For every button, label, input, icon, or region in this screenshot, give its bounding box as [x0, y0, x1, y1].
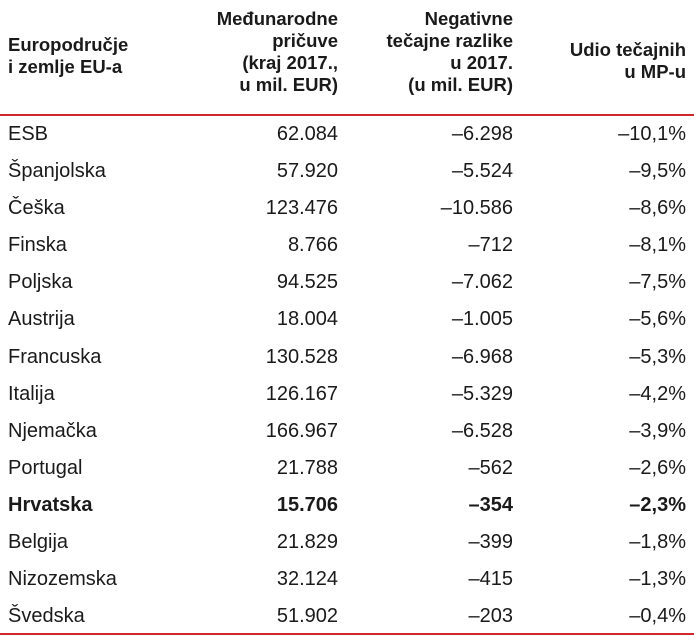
cell-fx-diff: –415 [468, 568, 513, 591]
cell-fx-diff: –562 [468, 456, 513, 479]
table-row [0, 598, 694, 635]
header-line: u mil. EUR) [239, 74, 338, 95]
cell-share: –1,8% [629, 531, 686, 554]
cell-share: –0,4% [629, 605, 686, 628]
cell-share: –5,3% [629, 345, 686, 368]
cell-fx-diff: –1.005 [451, 308, 513, 331]
table-row [0, 339, 694, 376]
header-line: Udio tečajnih [569, 39, 686, 60]
table-row [0, 450, 694, 487]
cell-share: –10,1% [618, 123, 686, 145]
cell-country: Portugal [8, 456, 83, 479]
cell-reserves: 15.706 [276, 493, 338, 516]
cell-share: –7,5% [629, 271, 686, 294]
cell-reserves: 130.528 [265, 345, 338, 368]
cell-share: –8,6% [629, 197, 686, 220]
header-line: u 2017. [450, 52, 513, 73]
cell-share: –4,2% [629, 382, 686, 405]
cell-share: –2,6% [629, 456, 686, 479]
table-row [0, 190, 694, 227]
header-line: tečajne razlike [386, 30, 513, 51]
cell-fx-diff: –6.298 [451, 123, 513, 145]
table-row [0, 301, 694, 338]
header-fx-diff [333, 8, 513, 96]
cell-reserves: 51.902 [276, 605, 338, 628]
cell-reserves: 32.124 [276, 568, 338, 591]
cell-fx-diff: –5.524 [451, 160, 513, 183]
table-row [0, 487, 694, 524]
cell-share: –1,3% [629, 568, 686, 591]
cell-reserves: 57.920 [276, 160, 338, 183]
cell-share: –3,9% [629, 419, 686, 442]
header-reserves [158, 8, 338, 96]
cell-reserves: 94.525 [276, 271, 338, 294]
cell-fx-diff: –203 [468, 605, 513, 628]
cell-country: Češka [8, 197, 65, 220]
table-row [0, 561, 694, 598]
cell-share: –2,3% [629, 493, 686, 516]
header-line: pričuve [272, 30, 338, 51]
cell-reserves: 62.084 [276, 123, 338, 145]
cell-reserves: 21.788 [276, 456, 338, 479]
bottom-divider [0, 633, 694, 635]
cell-reserves: 126.167 [265, 382, 338, 405]
cell-country: Španjolska [8, 160, 106, 183]
header-line: Međunarodne [216, 8, 338, 29]
cell-share: –9,5% [629, 160, 686, 183]
header-share [526, 39, 686, 83]
header-line: i zemlje EU-a [8, 56, 123, 77]
cell-country: Francuska [8, 345, 102, 368]
header-line: (u mil. EUR) [408, 74, 513, 95]
cell-reserves: 21.829 [276, 531, 338, 554]
table-row [0, 376, 694, 413]
cell-share: –8,1% [629, 234, 686, 257]
cell-country: Njemačka [8, 419, 97, 442]
table-row [0, 116, 694, 153]
header-line: u MP-u [624, 61, 686, 82]
cell-fx-diff: –7.062 [451, 271, 513, 294]
cell-country: Belgija [8, 531, 69, 554]
cell-country: Poljska [8, 271, 73, 294]
cell-fx-diff: –10.586 [440, 197, 513, 220]
table-row [0, 524, 694, 561]
header-line: Europodručje [8, 34, 129, 55]
cell-country: Austrija [8, 308, 75, 331]
table-body [0, 116, 694, 635]
cell-country: Nizozemska [8, 568, 117, 591]
cell-fx-diff: –5.329 [451, 382, 513, 405]
cell-country: Italija [8, 382, 55, 405]
cell-country: ESB [8, 123, 49, 145]
header-country [8, 34, 183, 78]
table-row [0, 153, 694, 190]
table-row [0, 413, 694, 450]
table-row [0, 227, 694, 264]
cell-fx-diff: –6.968 [451, 345, 513, 368]
cell-reserves: 123.476 [265, 197, 338, 220]
table-row [0, 264, 694, 301]
table-header [0, 0, 694, 114]
cell-country: Švedska [8, 605, 85, 628]
cell-fx-diff: –712 [468, 234, 513, 257]
cell-share: –5,6% [629, 308, 686, 331]
cell-reserves: 8.766 [287, 234, 338, 257]
cell-fx-diff: –6.528 [451, 419, 513, 442]
cell-fx-diff: –399 [468, 531, 513, 554]
cell-country: Hrvatska [8, 493, 93, 516]
cell-country: Finska [8, 234, 67, 257]
header-line: Negativne [424, 8, 513, 29]
cell-reserves: 166.967 [265, 419, 338, 442]
cell-fx-diff: –354 [468, 493, 513, 516]
cell-reserves: 18.004 [276, 308, 338, 331]
header-line: (kraj 2017., [242, 52, 338, 73]
